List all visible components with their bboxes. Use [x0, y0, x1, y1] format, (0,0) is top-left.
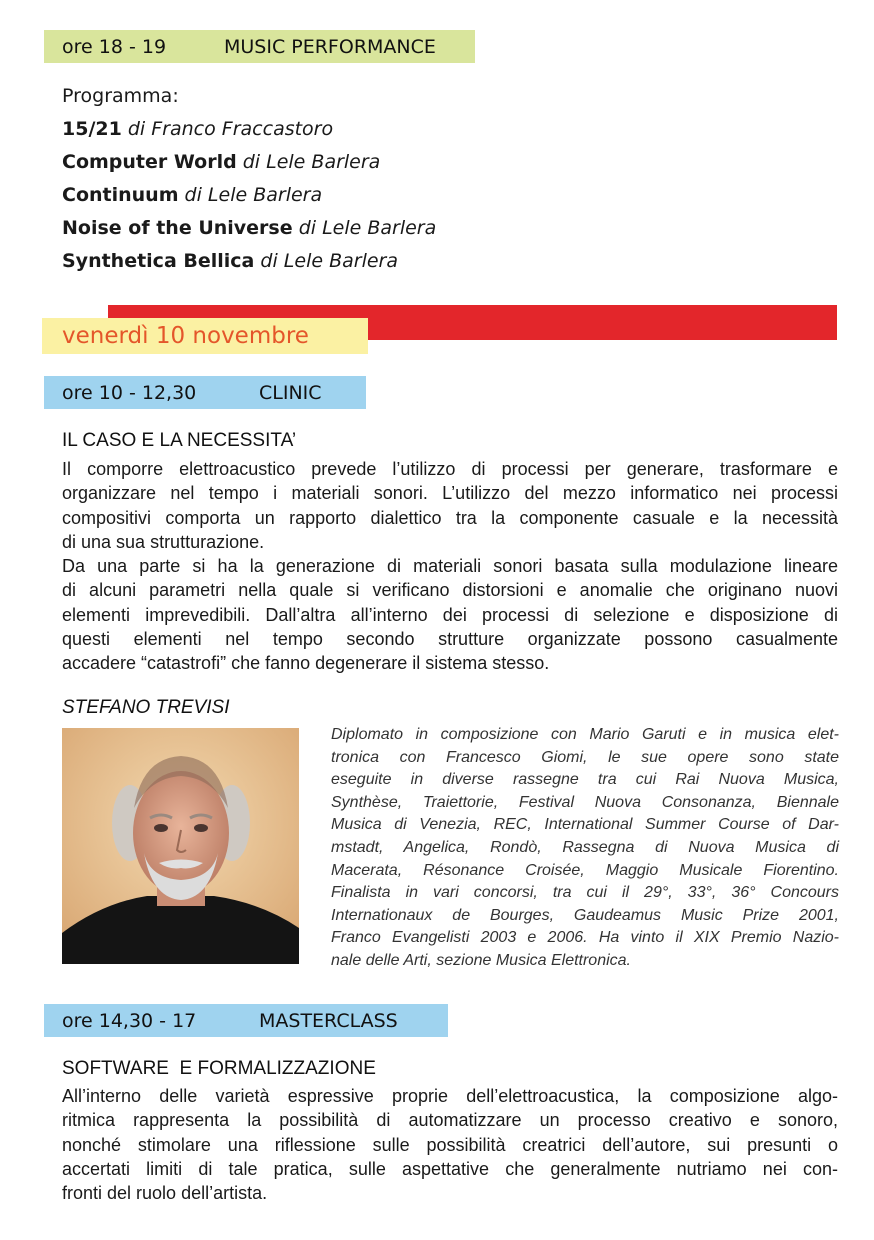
program-item-title: Synthetica Bellica	[62, 250, 255, 272]
masterclass-kind: MASTERCLASS	[259, 1009, 398, 1032]
text-line: All’interno delle varietà espressive proprie dell’elettroacustica, la composizione algo-	[62, 1086, 838, 1106]
day-label: venerdì 10 novembre	[62, 323, 309, 349]
bio-line: Internationaux de Bourges, Gaudeamus Music Prize 2001,	[331, 906, 839, 924]
music-performance-bar	[44, 30, 475, 63]
text-line: elementi imprevedibili. Dall’altra all’interno dei processi di selezione e disposizione di	[62, 604, 838, 625]
clinic-time: ore 10 - 12,30	[62, 381, 197, 404]
bio-line: mstadt, Angelica, Rondò, Rassegna di Nuova Musica di	[331, 838, 839, 856]
masterclass-time: ore 14,30 - 17	[62, 1009, 197, 1032]
masterclass-bar	[44, 1004, 448, 1037]
music-time: ore 18 - 19	[62, 35, 167, 58]
program-item	[62, 245, 398, 278]
bio-line: Synthèse, Traiettorie, Festival Nuova Consonanza, Biennale	[331, 793, 839, 811]
text-line: Il comporre elettroacustico prevede l’utilizzo di processi per generare, trasformare e	[62, 459, 838, 479]
bio-line: Musica di Venezia, REC, International Summer Course of Dar-	[331, 816, 839, 834]
text-line: fronti del ruolo dell’artista.	[62, 1183, 268, 1204]
program-item-author: di Lele Barlera	[260, 250, 398, 272]
text-line: Da una parte si ha la generazione di materiali sonori basata sulla modulazione lineare	[62, 556, 838, 577]
author-photo	[62, 728, 299, 964]
program-item-title: Continuum	[62, 184, 179, 206]
program-item-author: di Lele Barlera	[298, 217, 437, 239]
program-item	[62, 113, 333, 146]
text-line: organizzare nel tempo i materiali sonori. L’utilizzo del mezzo informatico nei processi	[62, 483, 838, 504]
program-item-author: di Lele Barlera	[242, 151, 381, 173]
program-item	[62, 212, 436, 245]
text-line: questi elementi nel tempo secondo strutture organizzate possono casualmente	[62, 629, 838, 650]
program-item-title: Computer World	[62, 151, 237, 173]
clinic-heading: IL CASO E LA NECESSITA’	[62, 430, 297, 451]
text-line: nonché stimolare una riflessione sulle possibilità creatrici dell’autore, sui presunti o	[62, 1134, 838, 1155]
clinic-body	[62, 457, 838, 676]
clinic-kind: CLINIC	[259, 381, 322, 404]
program-item-title: 15/21	[62, 118, 122, 140]
programma-label: Programma:	[62, 85, 179, 107]
program-item	[62, 179, 322, 212]
bio-line: Finalista in vari concorsi, tra cui il 29°, 33°, 36° Concours	[331, 884, 839, 902]
author-name: STEFANO TREVISI	[62, 697, 230, 718]
author-bio	[331, 724, 839, 973]
masterclass-body	[62, 1084, 838, 1205]
portrait-image	[62, 728, 299, 964]
text-line: compositivi comporta un rapporto dialettico tra la componente casuale e la necessità	[62, 507, 838, 528]
bio-line: Franco Evangelisti 2003 e 2006. Ha vinto il XIX Premio Nazio-	[331, 929, 839, 947]
program-item-author: di Franco Fraccastoro	[127, 118, 334, 140]
program-item	[62, 146, 380, 179]
bio-line: nale delle Arti, sezione Musica Elettronica.	[331, 951, 631, 969]
music-kind: MUSIC PERFORMANCE	[224, 35, 436, 58]
bio-line: Diplomato in composizione con Mario Garuti e in musica elet-	[331, 726, 839, 743]
clinic-bar	[44, 376, 366, 409]
masterclass-heading: SOFTWARE E FORMALIZZAZIONE	[62, 1058, 376, 1079]
text-line: di una sua strutturazione.	[62, 531, 265, 552]
text-line: di alcuni parametri nella quale si verificano distorsioni e anomalie che originano nuovi	[62, 580, 838, 601]
program-item-title: Noise of the Universe	[62, 217, 293, 239]
text-line: accertati limiti di tale pratica, sulle aspettative che generalmente nutriamo nei con-	[62, 1158, 838, 1179]
bio-line: tronica con Francesco Giomi, le sue opere sono state	[331, 748, 839, 766]
text-line: accadere “catastrofi” che fanno degenerare il sistema stesso.	[62, 653, 550, 674]
bio-line: eseguite in diverse rassegne tra cui Rai Nuova Musica,	[331, 771, 839, 789]
program-item-author: di Lele Barlera	[184, 184, 323, 206]
bio-line: Macerata, Résonance Croisée, Maggio Musicale Fiorentino.	[331, 861, 839, 879]
text-line: ritmica rappresenta la possibilità di automatizzare un processo creativo e sonoro,	[62, 1110, 838, 1131]
